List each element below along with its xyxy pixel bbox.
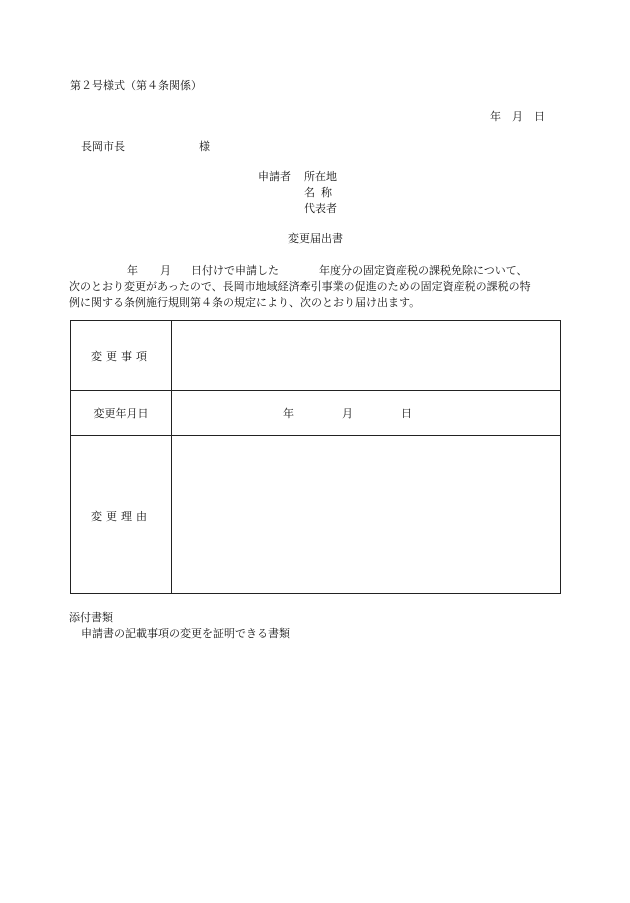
column-divider: [171, 321, 172, 390]
change-reason-label: 変更理由: [91, 510, 151, 523]
attachment-item: 申請書の記載事項の変更を証明できる書類: [81, 627, 290, 640]
body-line-1: [69, 263, 561, 279]
attachments-title: 添付書類: [69, 611, 113, 624]
body-line-3: 例に関する条例施行規則第４条の規定により、次のとおり届け出ます。: [69, 296, 421, 309]
column-divider: [171, 436, 172, 593]
applicant-name-label: 名称: [304, 186, 338, 199]
change-date-year: 年: [283, 407, 294, 420]
body-line-2: 次のとおり変更があったので、長岡市地域経済牽引事業の促進のための固定資産税の課税の特: [69, 280, 531, 293]
form-number: 第２号様式（第４条関係）: [70, 79, 202, 92]
change-items-label: 変更事項: [91, 350, 151, 363]
table-row-change-date: [71, 391, 560, 436]
applicant-representative-label: 代表者: [304, 202, 337, 215]
body-month-char: 月: [160, 264, 171, 277]
body-year-char: 年: [127, 264, 138, 277]
change-date-month: 月: [342, 407, 353, 420]
body-after-date: 日付けで申請した: [191, 264, 279, 277]
applicant-address-label: 所在地: [304, 170, 337, 183]
body-paragraph: [69, 263, 561, 311]
applicant-label: 申請者: [258, 170, 291, 183]
change-date-label: 変更年月日: [93, 407, 149, 420]
document-title: 変更届出書: [288, 232, 343, 245]
table-row-change-items: [71, 321, 560, 391]
addressee: 長岡市長: [81, 140, 125, 153]
body-line1-tail: 年度分の固定資産税の課税免除について、: [319, 264, 528, 277]
column-divider: [171, 391, 172, 435]
table-row-change-reason: [71, 436, 560, 593]
change-form-table: [70, 320, 561, 594]
change-date-day: 日: [401, 407, 412, 420]
submission-date: 年 月 日: [490, 110, 545, 123]
addressee-suffix: 様: [199, 140, 210, 153]
